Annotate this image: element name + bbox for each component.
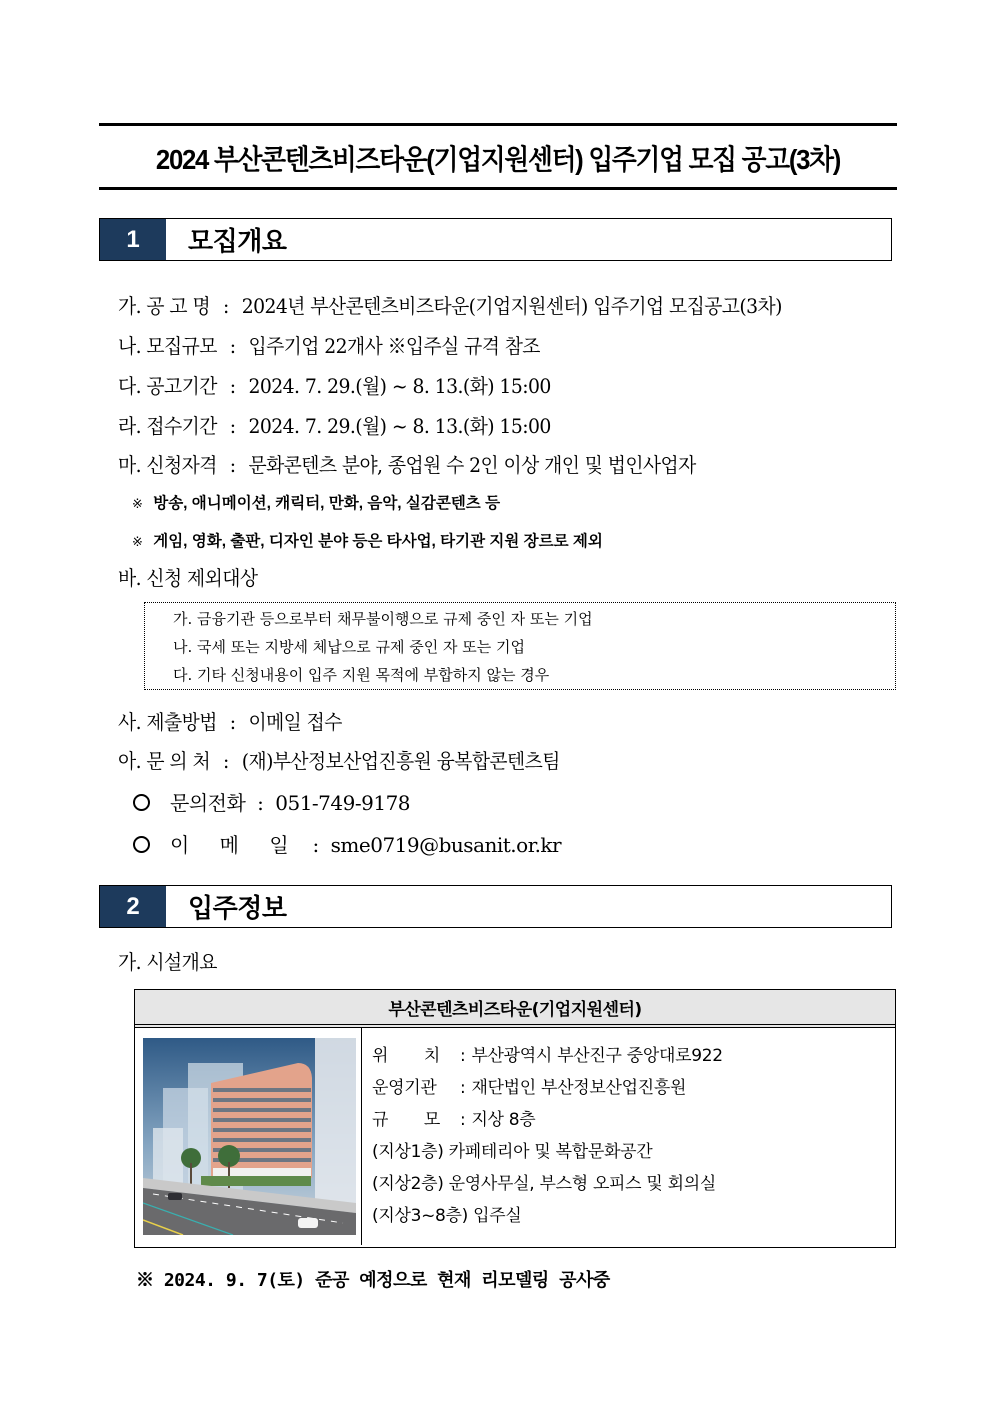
info-label: 운영기관 (372, 1078, 437, 1098)
item-submission-method: 사. 제출방법 : 이메일 접수 (118, 710, 342, 734)
document-title: 2024 부산콘텐츠비즈타운(기업지원센터) 입주기업 모집 공고(3차) (155, 144, 841, 175)
item-label: 가. 공 고 명 (118, 294, 211, 318)
facility-location: 위 치 : 부산광역시 부산진구 중앙대로922 (372, 1040, 723, 1072)
exclusion-item: 나. 국세 또는 지방세 체납으로 규제 중인 자 또는 기업 (173, 638, 525, 656)
item-label: 다. 공고기간 (118, 374, 217, 398)
exclusion-item: 다. 기타 신청내용이 입주 지원 목적에 부합하지 않는 경우 (173, 666, 550, 684)
item-value: (재)부산정보산업진흥원 융복합콘텐츠팀 (241, 749, 560, 773)
floor-3-8: (지상3~8층) 입주실 (372, 1206, 522, 1226)
reference-mark-icon: ※ (132, 496, 143, 511)
item-value: 2024. 7. 29.(월) ~ 8. 13.(화) 15:00 (248, 374, 551, 398)
email-address[interactable]: sme0719@busanit.or.kr (330, 833, 562, 857)
info-value: 지상 8층 (471, 1110, 536, 1130)
item-label: 라. 접수기간 (118, 414, 217, 438)
section-2-number: 2 (100, 886, 166, 927)
section-1-title: 모집개요 (188, 226, 287, 256)
title-top-rule (99, 123, 897, 126)
info-value: 부산광역시 부산진구 중앙대로922 (471, 1046, 723, 1066)
item-value: 입주기업 22개사 ※입주실 규격 참조 (248, 334, 540, 358)
item-value: 문화콘텐츠 분야, 종업원 수 2인 이상 개인 및 법인사업자 (248, 453, 696, 477)
item-label: 사. 제출방법 (118, 710, 217, 734)
item-contact: 아. 문 의 처 : (재)부산정보산업진흥원 융복합콘텐츠팀 (118, 749, 560, 773)
info-label: 규 모 (372, 1110, 440, 1130)
eligibility-note-included: ※ 방송, 애니메이션, 캐릭터, 만화, 음악, 실감콘텐츠 등 (132, 495, 501, 512)
item-label: 마. 신청자격 (118, 453, 217, 477)
contact-phone: 문의전화 : 051-749-9178 (133, 787, 410, 816)
exclusion-box (144, 602, 896, 690)
contact-email: 이 메 일 : sme0719@busanit.or.kr (133, 829, 561, 858)
phone-label: 문의전화 (170, 791, 246, 815)
info-value: 재단법인 부산정보산업진흥원 (471, 1078, 687, 1098)
item-value: 2024. 7. 29.(월) ~ 8. 13.(화) 15:00 (248, 414, 551, 438)
info-label: 위 치 (372, 1046, 440, 1066)
section-1-number: 1 (100, 219, 166, 260)
reference-mark-icon: ※ (132, 534, 143, 549)
item-value: 이메일 접수 (248, 710, 342, 734)
phone-number[interactable]: 051-749-9178 (275, 791, 411, 815)
email-label: 이 메 일 (170, 833, 301, 857)
circle-bullet-icon (133, 794, 150, 811)
facility-scale: 규 모 : 지상 8층 (372, 1104, 723, 1136)
section-1-header (99, 218, 892, 261)
item-announcement-name: 가. 공 고 명 : 2024년 부산콘텐츠비즈타운(기업지원센터) 입주기업 모집공고(3차) (118, 294, 782, 318)
facility-subheading: 가. 시설개요 (118, 950, 217, 974)
circle-bullet-icon (133, 836, 150, 853)
building-image-cell (135, 1028, 362, 1245)
item-application-period: 라. 접수기간 : 2024. 7. 29.(월) ~ 8. 13.(화) 15:00 (118, 414, 551, 438)
building-rendering-image (143, 1038, 356, 1235)
item-eligibility: 마. 신청자격 : 문화콘텐츠 분야, 종업원 수 2인 이상 개인 및 법인사업자 (118, 453, 696, 477)
item-label: 아. 문 의 처 (118, 749, 211, 773)
item-label: 나. 모집규모 (118, 334, 217, 358)
item-value: 2024년 부산콘텐츠비즈타운(기업지원센터) 입주기업 모집공고(3차) (241, 294, 782, 318)
facility-name-header: 부산콘텐츠비즈타운(기업지원센터) (135, 990, 895, 1028)
floor-2: (지상2층) 운영사무실, 부스형 오피스 및 회의실 (372, 1174, 716, 1194)
section-2-header (99, 885, 892, 928)
facility-table (134, 989, 896, 1248)
item-recruit-scale: 나. 모집규모 : 입주기업 22개사 ※입주실 규격 참조 (118, 334, 540, 358)
exclusion-heading: 바. 신청 제외대상 (118, 566, 258, 590)
title-bottom-rule (99, 187, 897, 190)
facility-operator: 운영기관 : 재단법인 부산정보산업진흥원 (372, 1072, 723, 1104)
item-announcement-period: 다. 공고기간 : 2024. 7. 29.(월) ~ 8. 13.(화) 15:00 (118, 374, 551, 398)
construction-footnote: ※ 2024. 9. 7(토) 준공 예정으로 현재 리모델링 공사중 (136, 1270, 610, 1291)
exclusion-item: 가. 금융기관 등으로부터 채무불이행으로 규제 중인 자 또는 기업 (173, 610, 593, 628)
section-2-title: 입주정보 (188, 893, 287, 923)
floor-1: (지상1층) 카페테리아 및 복합문화공간 (372, 1142, 653, 1162)
eligibility-note-excluded: ※ 게임, 영화, 출판, 디자인 분야 등은 타사업, 타기관 지원 장르로 제외 (132, 533, 603, 550)
facility-info (362, 1028, 723, 1245)
